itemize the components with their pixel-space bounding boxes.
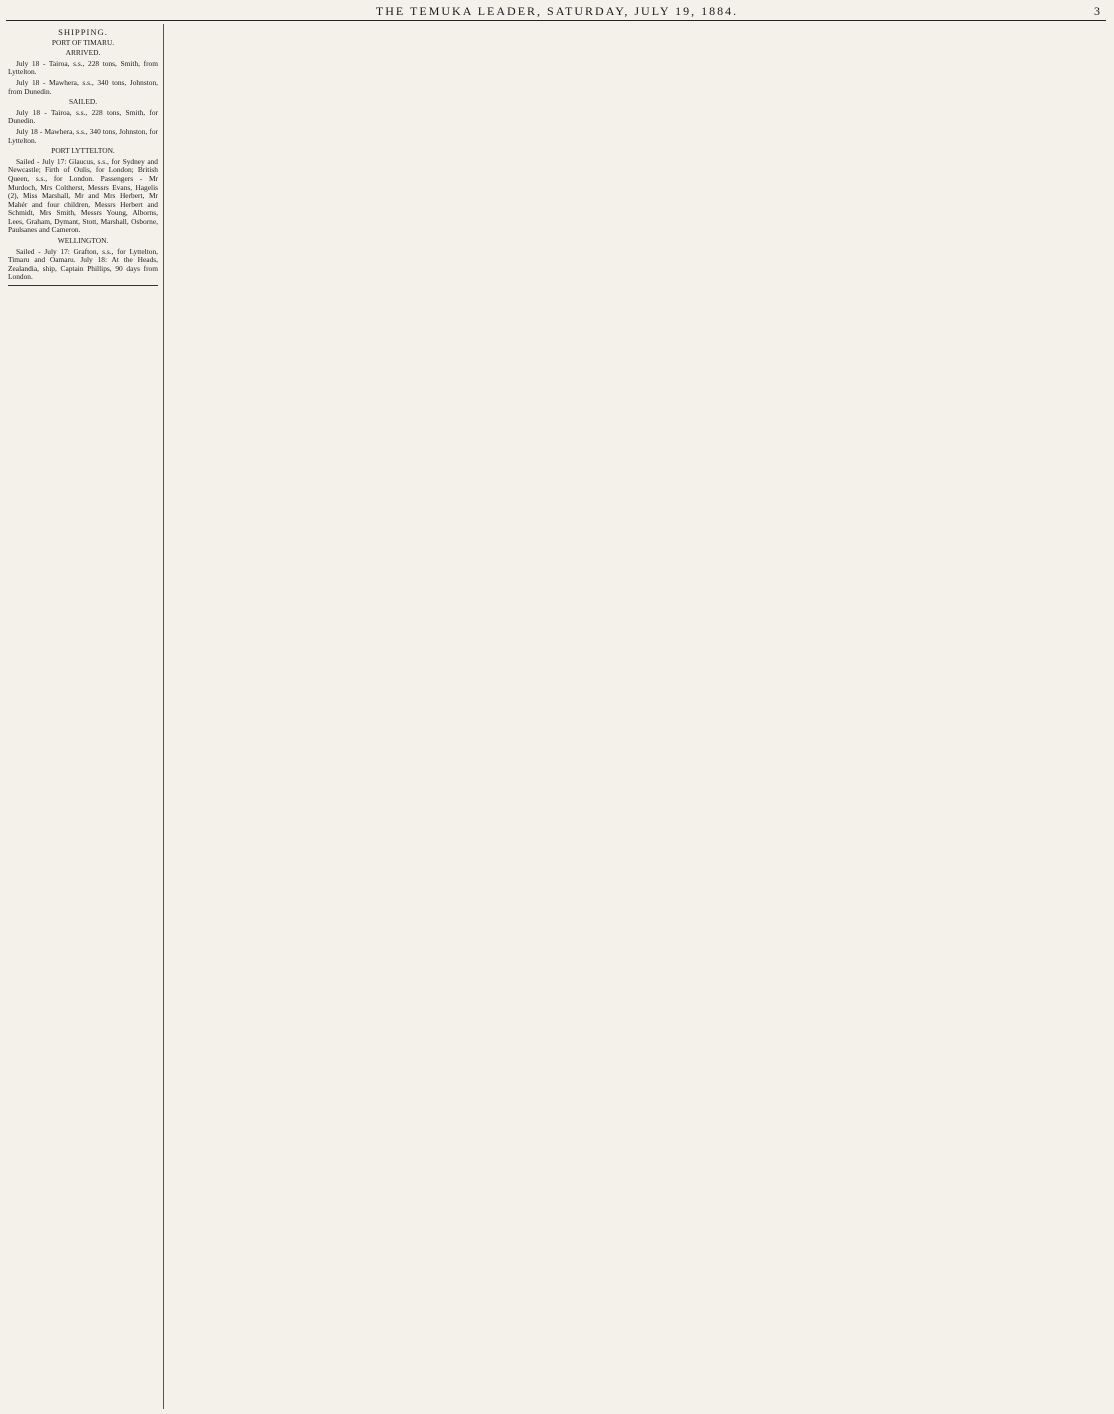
column-rule: [163, 24, 164, 1409]
column-1: [8, 24, 158, 1409]
arrival-entry: July 18 - Mawhera, s.s., 340 tons, Johnston, from Dunedin.: [8, 77, 158, 96]
arrived-label: ARRIVED.: [65, 48, 101, 58]
arrival-entry: July 18 - Tairoa, s.s., 228 tons, Smith, from Lyttelton.: [8, 58, 158, 77]
column-separator: [8, 285, 158, 286]
port-lyttelton: PORT LYTTELTON.: [51, 146, 115, 156]
masthead-rule: [6, 20, 1106, 21]
page-number: 3: [1094, 4, 1100, 18]
port-wellington: WELLINGTON.: [57, 236, 109, 246]
sailing-entry: July 18 - Mawhera, s.s., 340 tons, Johnston, for Lyttelton.: [8, 126, 158, 145]
lyttelton-report: Sailed - July 17: Glaucus, s.s., for Sydney and Newcastle; Firth of Oulis, for London; British Queen, s.s., for London. Passengers - Mr Murdoch, Mrs Coltherst, Messrs Evans, Hagelis (2), Miss Marshall, Mr and Mrs Herbert, Mr Mahér and four children, Messrs Herbert and Schmidt, Mrs Smith, Messrs Young, Alborns, Lees, Graham, Dymant, Stott, Marshall, Osborne, Paulsanes and Cameron.: [8, 156, 158, 235]
wellington-report: Sailed - July 17: Grafton, s.s., for Lyttelton, Timaru and Oamaru. July 18: At the Heads, Zealandia, ship, Captain Phillips, 90 days from London.: [8, 246, 158, 282]
shipping-heading: SHIPPING.: [58, 27, 108, 37]
masthead: THE TEMUKA LEADER, SATURDAY, JULY 19, 1884.: [375, 4, 739, 18]
port-timaru: PORT OF TIMARU.: [51, 37, 115, 47]
sailed-label: SAILED.: [68, 97, 98, 107]
sailing-entry: July 18 - Tairoa, s.s., 228 tons, Smith, for Dunedin.: [8, 107, 158, 126]
